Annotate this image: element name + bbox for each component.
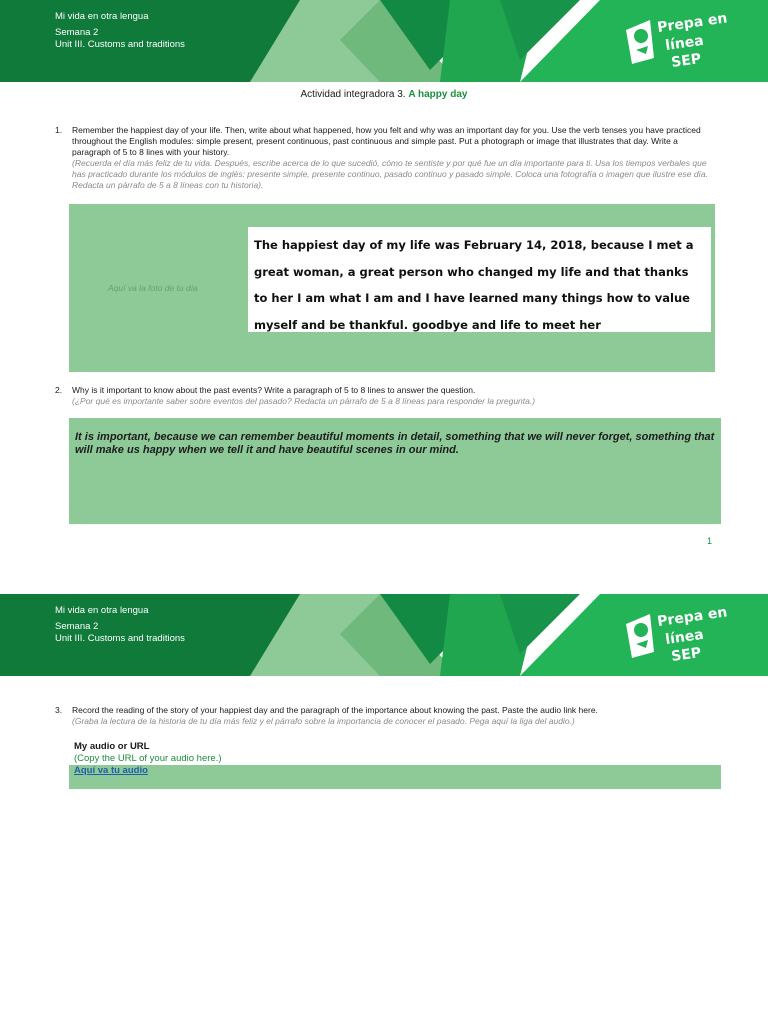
audio-box xyxy=(69,765,721,789)
course-title: Mi vida en otra lengua xyxy=(55,605,149,616)
header-text xyxy=(55,11,185,51)
svg-text:SEP: SEP xyxy=(670,50,703,71)
question-number: 3. xyxy=(55,705,63,715)
svg-text:línea: línea xyxy=(664,626,705,648)
question-translation: (¿Por qué es importante saber sobre eventos del pasado? Redacta un párrafo de 5 a 8 líneas para responder la pregunta.) xyxy=(72,396,536,406)
question-text: Record the reading of the story of your happiest day and the paragraph of the importance about knowing the past. Paste the audio link here. xyxy=(72,705,598,715)
page-number: 1 xyxy=(707,536,713,546)
activity-title xyxy=(0,89,768,100)
activity-prefix: Actividad integradora 3. xyxy=(300,89,406,100)
page-header-2 xyxy=(0,594,768,676)
question-2 xyxy=(55,385,715,407)
svg-text:Prepa en: Prepa en xyxy=(656,604,729,630)
unit-label: Unit III. Customs and traditions xyxy=(55,633,185,644)
question-text: Remember the happiest day of your life. Then, write about what happened, how you felt and why was an important day for you. Use the verb tenses you have practiced throughout the English modules: simple present, present continuous, past continuous and simple past. Put a photograph or image that illustrates that day. Write a paragraph of 5 to 8 lines with your history. xyxy=(72,125,701,157)
svg-text:SEP: SEP xyxy=(670,644,703,665)
question-3 xyxy=(55,705,715,727)
svg-text:Prepa en: Prepa en xyxy=(656,10,729,36)
question-text: Why is it important to know about the past events? Write a paragraph of 5 to 8 lines to answer the question. xyxy=(72,385,476,395)
answer-2-text[interactable]: It is important, because we can remember beautiful moments in detail, something that we will never forget, something that will make us happy when we tell it and have beautiful scenes in our mind. xyxy=(75,431,715,456)
question-translation: (Graba la lectura de la historia de tu día más feliz y el párrafo sobre la importancia de conocer el pasado. Pega aquí la liga del audio.) xyxy=(72,716,575,726)
question-number: 1. xyxy=(55,125,63,135)
activity-name: A happy day xyxy=(408,89,468,100)
audio-heading: My audio or URL xyxy=(74,741,150,752)
week-label: Semana 2 xyxy=(55,621,99,632)
course-title: Mi vida en otra lengua xyxy=(55,11,149,22)
header-text xyxy=(55,605,185,645)
audio-hint: (Copy the URL of your audio here.) xyxy=(74,753,222,764)
audio-link[interactable]: Aquí va tu audio xyxy=(74,765,148,776)
story-text[interactable]: The happiest day of my life was February 14, 2018, because I met a great woman, a great person who changed my life and that thanks to her I am what I am and I have learned many things how to value myself and be thankful. goodbye and life to meet her xyxy=(248,227,711,332)
svg-text:línea: línea xyxy=(664,32,705,54)
question-number: 2. xyxy=(55,385,63,395)
unit-label: Unit III. Customs and traditions xyxy=(55,39,185,50)
question-translation: (Recuerda el día más feliz de tu vida. Después, escribe acerca de lo que sucedió, cómo te sentiste y por qué fue un día importante para ti. Usa los tiempos verbales que has practicado durante los módulos de inglés: presente simple, presente continuo, pasado continuo y pasado simple. Coloca una fotografía o imagen que ilustre ese día. Redacta un párrafo de 5 a 8 líneas con tu historia). xyxy=(72,158,709,190)
photo-placeholder[interactable]: Aquí va la foto de tu día xyxy=(108,283,198,293)
prepa-en-linea-logo xyxy=(620,10,729,74)
question-1 xyxy=(55,125,715,191)
page-header-1 xyxy=(0,0,768,82)
week-label: Semana 2 xyxy=(55,27,99,38)
prepa-en-linea-logo xyxy=(620,604,729,668)
